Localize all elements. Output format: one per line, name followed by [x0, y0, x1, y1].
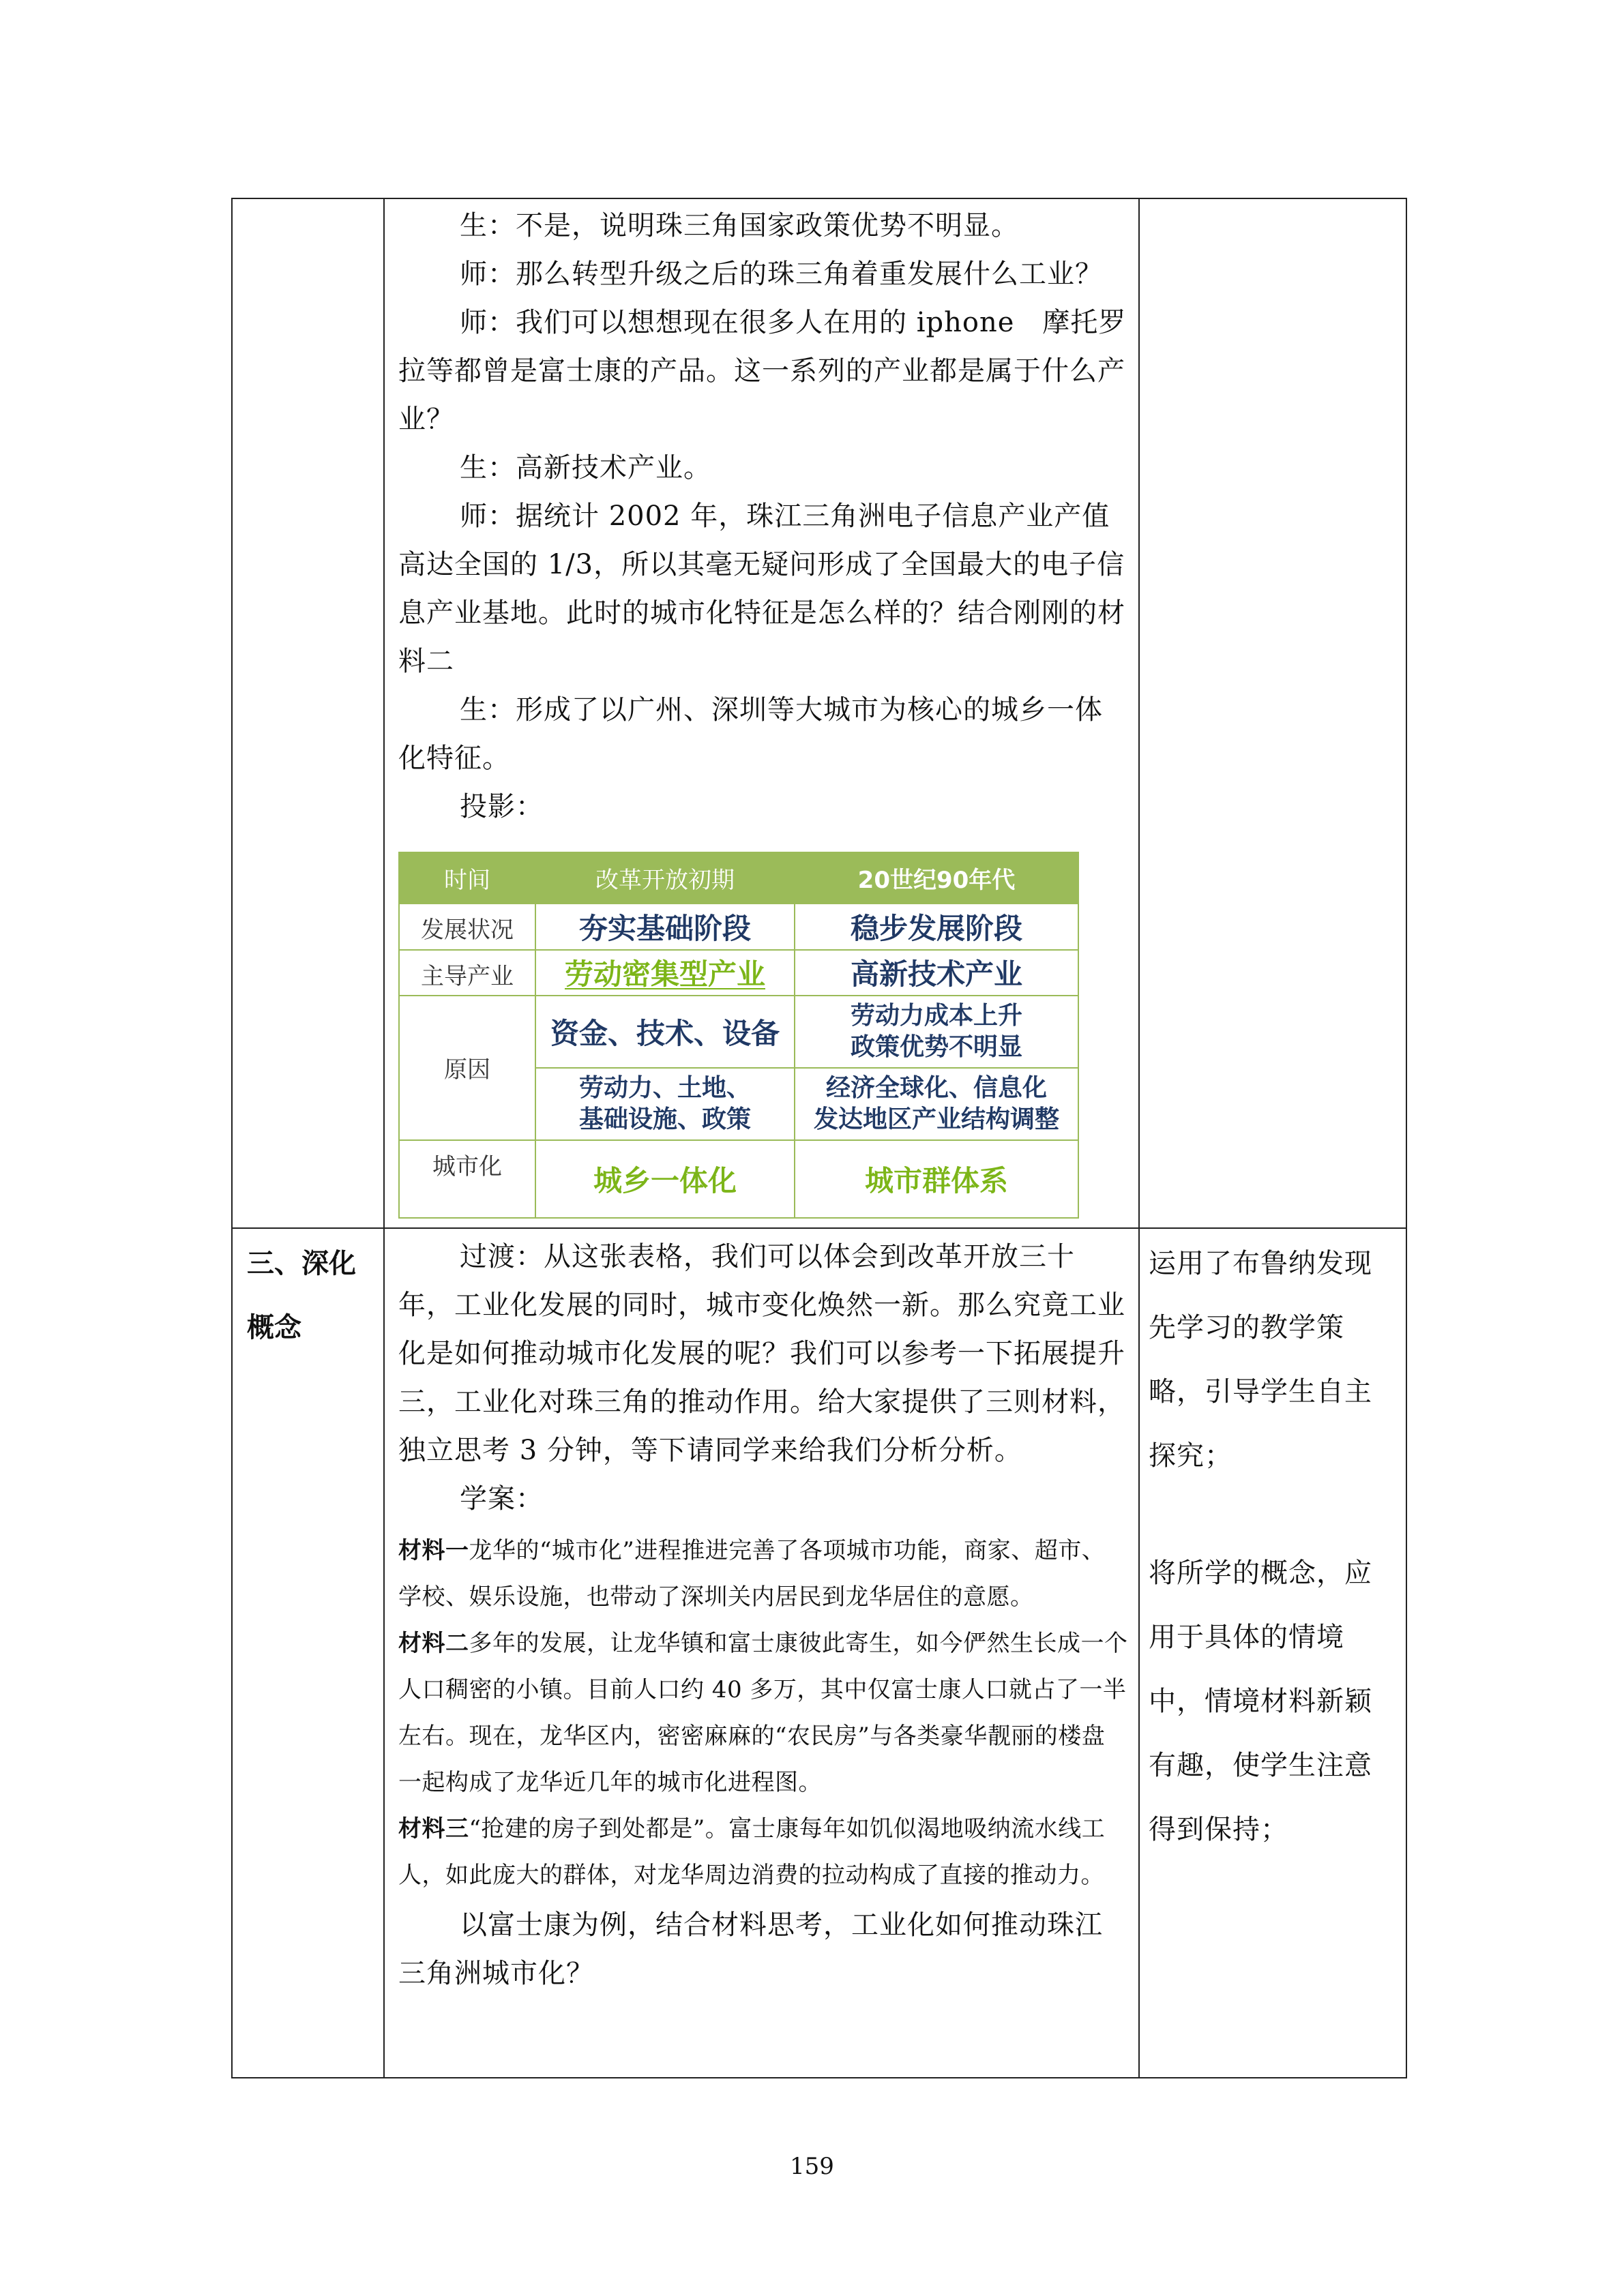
- reason-nineties-2: [795, 1068, 1078, 1140]
- reason-early-2: [535, 1068, 795, 1140]
- section-title-line1: 三、深化: [247, 1248, 356, 1279]
- material-2: [398, 1620, 1128, 1806]
- column-divider-left: [383, 198, 385, 2078]
- dialogue-line: 生：高新技术产业。: [460, 452, 711, 483]
- row-urban: [399, 1140, 1078, 1218]
- material-2-text: 多年的发展，让龙华镇和富士康彼此寄生，如今俨然生长成一个人口稠密的小镇。目前人口约 40 多万，其中仅富士康人口就占了一半左右。现在，龙华区内，密密麻麻的“农民房”与各类豪华靓丽的楼盘一起构成了龙华近几年的城市化进程图。: [398, 1630, 1128, 1796]
- row-reason-1: [399, 996, 1078, 1068]
- reason-nineties-1-b: 政策优势不明显: [850, 1032, 1022, 1061]
- reason-early-2-a: 劳动力、土地、: [578, 1073, 751, 1102]
- projection-table: [398, 852, 1079, 1219]
- material-2-label: 材料二: [398, 1630, 469, 1657]
- teaching-note-1: 运用了布鲁纳发现先学习的教学策略，引导学生自主探究；: [1149, 1248, 1372, 1472]
- industry-early: 劳动密集型产业: [535, 950, 795, 996]
- reason-nineties-2-b: 发达地区产业结构调整: [813, 1105, 1059, 1133]
- projection-header-row: [399, 852, 1078, 904]
- section-title: [247, 1232, 377, 1360]
- status-nineties: 稳步发展阶段: [795, 904, 1078, 949]
- reason-early-1: 资金、技术、设备: [535, 996, 795, 1068]
- row-divider: [231, 1227, 1407, 1229]
- row-industry: [399, 950, 1078, 996]
- label-status: 发展状况: [399, 904, 535, 949]
- teaching-note-2: 将所学的概念，应用于具体的情境中，情境材料新颖有趣，使学生注意得到保持；: [1149, 1557, 1372, 1845]
- transition-paragraph: 过渡：从这张表格，我们可以体会到改革开放三十年，工业化发展的同时，城市变化焕然一新。那么究竟工业化是如何推动城市化发展的呢？我们可以参考一下拓展提升三，工业化对珠三角的推动作用。给大家提供了三则材料，独立思考 3 分钟，等下请同学来给我们分析分析。: [398, 1241, 1125, 1466]
- dialogue-line: 师：据统计 2002 年，珠江三角洲电子信息产业产值高达全国的 1/3，所以其毫无疑问形成了全国最大的电子信息产业基地。此时的城市化特征是怎么样的？结合刚刚的材料二: [398, 501, 1125, 677]
- material-3-label: 材料三: [398, 1815, 469, 1843]
- section-title-line2: 概念: [247, 1312, 301, 1343]
- dialogue-line: 生：不是，说明珠三角国家政策优势不明显。: [460, 210, 1019, 241]
- header-early: 改革开放初期: [535, 852, 795, 904]
- dialogue-block: [398, 202, 1128, 831]
- dialogue-line: 师：那么转型升级之后的珠三角着重发展什么工业？: [460, 258, 1103, 290]
- column-divider-right: [1138, 198, 1140, 2078]
- header-nineties: 20世纪90年代: [795, 852, 1078, 904]
- reason-nineties-1-a: 劳动力成本上升: [850, 1001, 1022, 1030]
- projection-label: 投影：: [460, 791, 544, 822]
- material-1-text: 龙华的“城市化”进程推进完善了各项城市功能，商家、超市、学校、娱乐设施，也带动了深圳关内居民到龙华居住的意愿。: [398, 1537, 1106, 1611]
- row-status: [399, 904, 1078, 949]
- material-3: [398, 1806, 1128, 1898]
- material-list: [398, 1527, 1128, 1898]
- xuean-label: 学案：: [460, 1483, 544, 1515]
- urban-nineties: 城市群体系: [795, 1140, 1078, 1218]
- header-time: 时间: [399, 852, 535, 904]
- status-early: 夯实基础阶段: [535, 904, 795, 949]
- industry-nineties: 高新技术产业: [795, 950, 1078, 996]
- material-3-text: “抢建的房子到处都是”。富士康每年如饥似渴地吸纳流水线工人，如此庞大的群体，对龙华周边消费的拉动构成了直接的推动力。: [398, 1815, 1106, 1889]
- urban-early: 城乡一体化: [535, 1140, 795, 1218]
- reason-early-2-b: 基础设施、政策: [578, 1105, 751, 1133]
- question-paragraph: 以富士康为例，结合材料思考，工业化如何推动珠江三角洲城市化？: [398, 1909, 1103, 1989]
- label-industry: 主导产业: [399, 950, 535, 996]
- reason-nineties-1: [795, 996, 1078, 1068]
- reason-nineties-2-a: 经济全球化、信息化: [825, 1073, 1047, 1102]
- dialogue-line: 师：我们可以想想现在很多人在用的 iphone 摩托罗拉等都曾是富士康的产品。这一系列的产业都是属于什么产业？: [398, 307, 1127, 435]
- label-reason: 原因: [399, 996, 535, 1140]
- label-urban: 城市化: [399, 1140, 535, 1218]
- page-number: 159: [790, 2153, 834, 2180]
- material-1-label: 材料一: [398, 1537, 469, 1564]
- dialogue-line: 生：形成了以广州、深圳等大城市为核心的城乡一体化特征。: [398, 694, 1103, 774]
- section-three-body: [398, 1233, 1128, 1998]
- material-1: [398, 1527, 1128, 1620]
